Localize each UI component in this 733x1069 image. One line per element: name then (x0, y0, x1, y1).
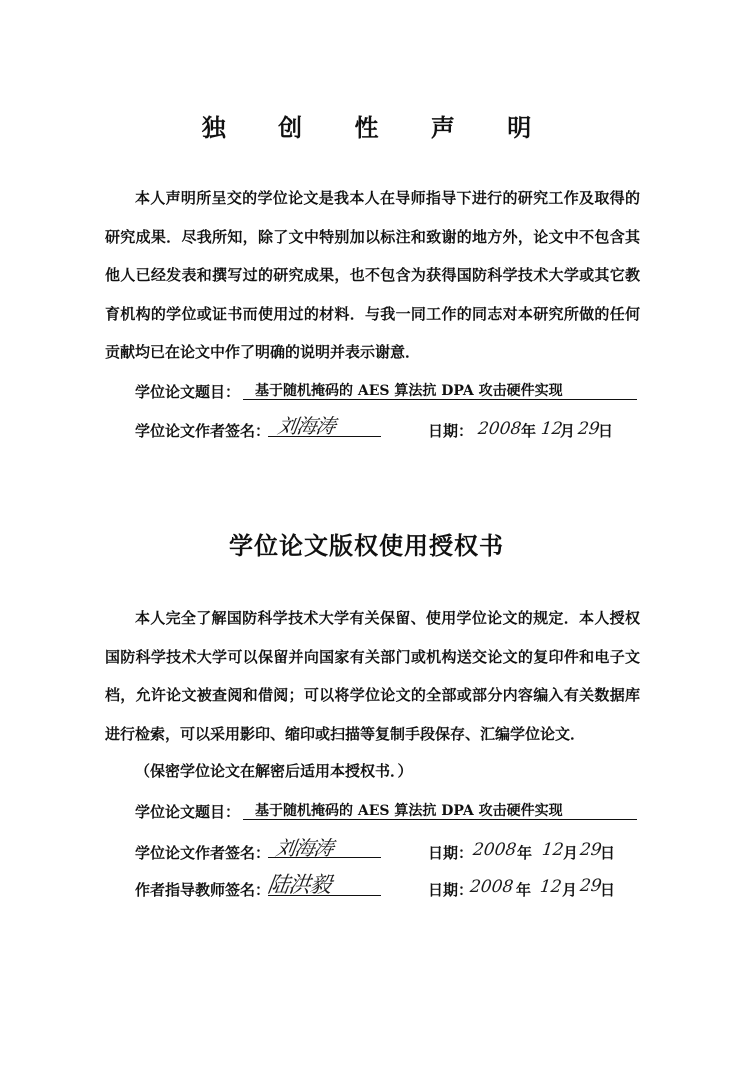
author-date-label: 日期： (428, 844, 474, 862)
date-year: 2008 (476, 419, 523, 439)
author-date-day: 29 (578, 840, 603, 860)
thesis-title-label: 学位论文题目： (135, 383, 241, 401)
author-date-year-unit: 年 (517, 844, 533, 862)
advisor-date-label: 日期： (428, 881, 474, 899)
advisor-signature-label: 作者指导教师签名： (135, 881, 271, 899)
date-day-unit: 日 (598, 422, 614, 440)
authorization-author-row (135, 842, 270, 863)
author-date-day-unit: 日 (600, 844, 616, 862)
author-date-year: 2008 (471, 840, 518, 860)
authorization-thesis-row (135, 801, 240, 822)
advisor-date-day: 29 (578, 876, 603, 896)
declaration-body: 本人声明所呈交的学位论文是我本人在导师指导下进行的研究工作及取得的研究成果．尽我所知，除了文中特别加以标注和致谢的地方外，论文中不包含其他人已经发表和撰写过的研究成果，也不包含为获得国防科学技术大学或其它教育机构的学位或证书而使用过的材料．与我一同工作的同志对本研究所做的任何贡献均已在论文中作了明确的说明并表示谢意． (105, 189, 640, 361)
author-signature: 刘海涛 (274, 836, 335, 860)
author-signature: 刘海涛 (276, 414, 337, 438)
date-label: 日期： (428, 422, 474, 440)
confidential-note: （保密学位论文在解密后适用本授权书．） (135, 762, 413, 780)
date-month-unit: 月 (560, 422, 576, 440)
declaration-title: 独 创 性 声 明 (201, 113, 554, 142)
thesis-title-field: 基于随机掩码的 AES 算法抗 DPA 攻击硬件实现 (243, 800, 637, 820)
advisor-date-month-unit: 月 (562, 881, 578, 899)
authorization-title: 学位论文版权使用授权书 (229, 531, 504, 560)
author-signature-label: 学位论文作者签名： (135, 422, 271, 440)
advisor-date-year: 2008 (468, 877, 515, 897)
date-day: 29 (576, 419, 601, 439)
author-date-month-unit: 月 (563, 844, 579, 862)
declaration-thesis-row (135, 381, 240, 402)
date-year-unit: 年 (521, 422, 537, 440)
authorization-advisor-row (135, 879, 270, 900)
thesis-title-label: 学位论文题目： (135, 803, 241, 821)
advisor-date-month: 12 (538, 877, 563, 897)
date-month: 12 (539, 419, 564, 439)
author-date-month: 12 (540, 840, 565, 860)
advisor-signature: 陆洪毅 (265, 873, 333, 898)
declaration-author-row (135, 420, 270, 441)
advisor-date-day-unit: 日 (600, 881, 616, 899)
authorization-body: 本人完全了解国防科学技术大学有关保留、使用学位论文的规定．本人授权国防科学技术大学可以保留并向国家有关部门或机构送交论文的复印件和电子文档，允许论文被查阅和借阅；可以将学位论文的全部或部分内容编入有关数据库进行检索，可以采用影印、缩印或扫描等复制手段保存、汇编学位论文． (105, 609, 640, 743)
thesis-title-field: 基于随机掩码的 AES 算法抗 DPA 攻击硬件实现 (243, 380, 637, 400)
author-signature-label: 学位论文作者签名： (135, 844, 271, 862)
advisor-date-year-unit: 年 (516, 881, 532, 899)
